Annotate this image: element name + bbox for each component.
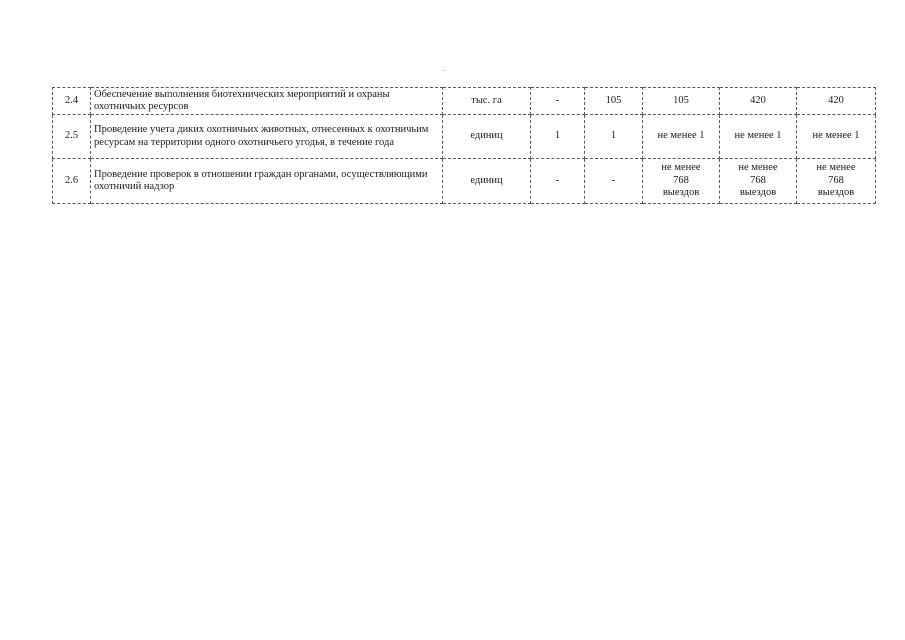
row-value-1: -	[531, 88, 585, 115]
row-value-2: 1	[585, 115, 643, 159]
row-value-4: не менее 768 выездов	[720, 159, 797, 204]
row-number: 2.4	[53, 88, 91, 115]
table-row	[53, 115, 876, 159]
scan-speck	[443, 70, 445, 71]
row-number: 2.6	[53, 159, 91, 204]
row-value-3: 105	[643, 88, 720, 115]
row-value-3: не менее 768 выездов	[643, 159, 720, 204]
row-value-5: 420	[797, 88, 876, 115]
row-value-4: не менее 1	[720, 115, 797, 159]
row-value-5: не менее 768 выездов	[797, 159, 876, 204]
row-name: Проведение учета диких охотничьих животных, отнесенных к охотничьим ресурсам на территории одного охотничьего угодья, в течение года	[91, 115, 443, 159]
row-value-5: не менее 1	[797, 115, 876, 159]
table-row	[53, 88, 876, 115]
row-unit: тыс. га	[443, 88, 531, 115]
row-number: 2.5	[53, 115, 91, 159]
row-unit: единиц	[443, 159, 531, 204]
row-unit: единиц	[443, 115, 531, 159]
row-value-2: 105	[585, 88, 643, 115]
row-value-3: не менее 1	[643, 115, 720, 159]
row-name: Обеспечение выполнения биотехнических мероприятий и охраны охотничьих ресурсов	[91, 88, 443, 115]
row-value-4: 420	[720, 88, 797, 115]
row-value-2: -	[585, 159, 643, 204]
indicators-table	[52, 87, 876, 204]
row-value-1: -	[531, 159, 585, 204]
row-name: Проведение проверок в отношении граждан органами, осуществляющими охотничий надзор	[91, 159, 443, 204]
table-row	[53, 159, 876, 204]
row-value-1: 1	[531, 115, 585, 159]
